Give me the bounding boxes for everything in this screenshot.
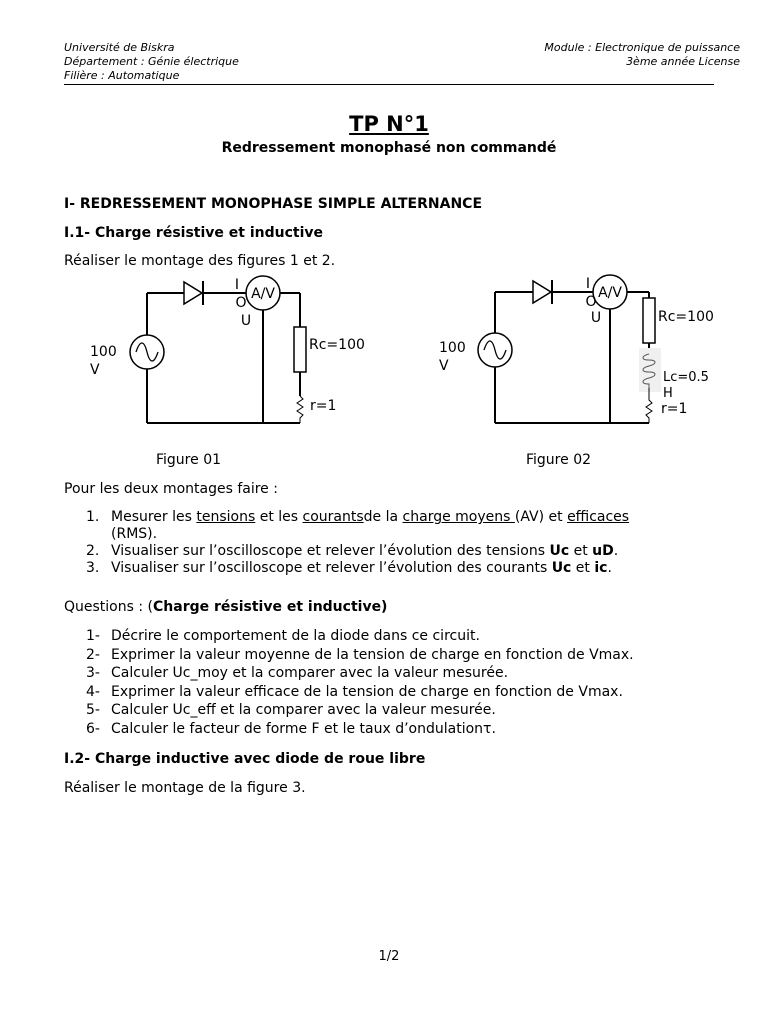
tasks-list: [86, 509, 629, 577]
figure-02-circuit: [430, 270, 730, 440]
fig2-label-u: U: [590, 310, 602, 326]
intro-figure-3: Réaliser le montage de la figure 3.: [64, 780, 306, 796]
figure-01-caption: Figure 01: [156, 452, 222, 468]
fig2-inductor-unit: H: [663, 386, 673, 401]
header-module: Module : Electronique de puissance: [544, 41, 740, 54]
intro-figures-1-2: Réaliser le montage des figures 1 et 2.: [64, 253, 336, 269]
page-subtitle: Redressement monophasé non commandé: [221, 140, 557, 156]
figure-02-caption: Figure 02: [526, 452, 592, 468]
list-item: 1- Décrire le comportement de la diode dans ce circuit.: [86, 628, 480, 644]
list-item: 1. Mesurer les tensions et les courantsde la charge moyens (AV) et efficaces: [86, 509, 630, 525]
figure-01-circuit: [80, 270, 365, 440]
header-university: Université de Biskra: [64, 41, 175, 54]
section-heading-1: I- REDRESSEMENT MONOPHASE SIMPLE ALTERNANCE: [64, 196, 483, 212]
fig1-label-o: O: [235, 295, 247, 311]
header-year: 3ème année License: [626, 55, 740, 68]
fig1-diode-symbol: [184, 281, 203, 305]
fig2-resistor-label: Rc=100: [658, 309, 714, 325]
questions-list: [86, 627, 634, 738]
fig1-source-unit: V: [90, 362, 100, 378]
fig2-source-value: 100: [439, 340, 466, 356]
fig1-small-r-label: r=1: [310, 398, 337, 414]
list-item: 5- Calculer Uc_eff et la comparer avec la valeur mesurée.: [86, 702, 496, 718]
fig2-meter-label: A/V: [598, 285, 622, 301]
section-heading-1-1: I.1- Charge résistive et inductive: [64, 225, 324, 241]
fig2-small-r-label: r=1: [661, 401, 688, 417]
page-number: 1/2: [378, 949, 400, 964]
list-item: 6- Calculer le facteur de forme F et le taux d’ondulationτ.: [86, 720, 496, 737]
list-item: 2- Exprimer la valeur moyenne de la tension de charge en fonction de Vmax.: [86, 646, 634, 663]
fig2-resistor-symbol: [643, 298, 655, 343]
tasks-intro: Pour les deux montages faire :: [64, 481, 278, 497]
list-item-continuation: (RMS).: [111, 526, 158, 542]
fig2-inductor-label: Lc=0.5: [663, 370, 709, 385]
header-divider: [64, 84, 714, 85]
list-item: 3- Calculer Uc_moy et la comparer avec la valeur mesurée.: [86, 665, 509, 681]
page-title: TP N°1: [349, 112, 429, 136]
fig1-small-resistor-symbol: [297, 396, 303, 423]
section-heading-1-2: I.2- Charge inductive avec diode de roue libre: [64, 751, 426, 767]
list-item: 3. Visualiser sur l’oscilloscope et relever l’évolution des courants Uc et ic.: [86, 560, 612, 576]
fig1-meter-label: A/V: [251, 286, 275, 302]
fig2-diode-symbol: [533, 280, 552, 304]
list-item: 2. Visualiser sur l’oscilloscope et relever l’évolution des tensions Uc et uD.: [86, 543, 619, 559]
fig2-source-unit: V: [439, 358, 449, 374]
fig1-source-value: 100: [90, 344, 117, 360]
fig2-inductor-symbol: [639, 348, 661, 392]
fig2-small-resistor-symbol: [646, 388, 652, 423]
header-department: Département : Génie électrique: [64, 55, 239, 68]
header-left: [64, 41, 239, 83]
fig1-label-u: U: [240, 313, 252, 329]
fig1-resistor-label: Rc=100: [309, 337, 365, 353]
fig2-label-i: I: [585, 276, 591, 292]
header-right: [544, 41, 740, 69]
header-field: Filière : Automatique: [64, 69, 180, 82]
fig2-label-o: O: [585, 294, 597, 310]
fig1-resistor-symbol: [294, 327, 306, 372]
fig1-label-i: I: [234, 277, 240, 293]
questions-heading: Questions : (Charge résistive et inductive): [64, 599, 388, 615]
list-item: 4- Exprimer la valeur efficace de la tension de charge en fonction de Vmax.: [86, 683, 623, 700]
